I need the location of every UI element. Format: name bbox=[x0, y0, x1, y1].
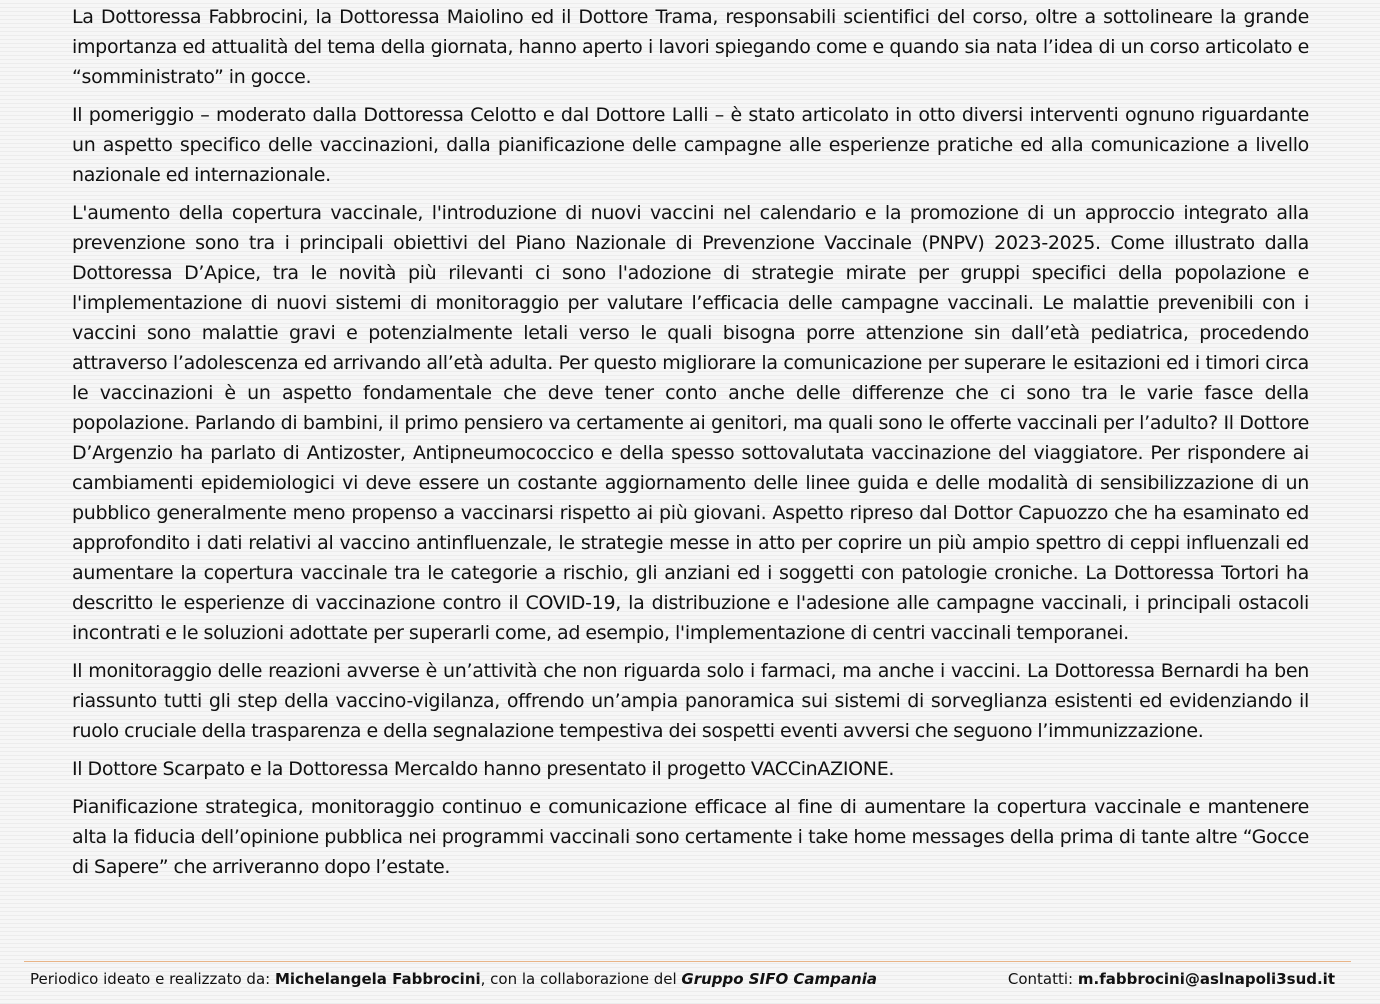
paragraph-afternoon: Il pomeriggio – moderato dalla Dottoressa Celotto e dal Dottore Lalli – è stato articolato in otto diversi interventi ognuno riguardante un aspetto specifico delle vaccinazioni, dalla pianificazione delle campagne alle esperienze pratiche ed alla comunicazione a livello nazionale ed internazionale. bbox=[72, 104, 1309, 186]
contact-email[interactable]: m.fabbrocini@aslnapoli3sud.it bbox=[1077, 970, 1335, 988]
footer-contacts bbox=[1008, 969, 1335, 989]
footer-credits bbox=[30, 969, 877, 989]
credit-prefix: Periodico ideato e realizzato da: bbox=[30, 970, 275, 988]
paragraph-conclusion: Pianificazione strategica, monitoraggio continuo e comunicazione efficace al fine di aumentare la copertura vaccinale e mantenere alta la fiducia dell’opinione pubblica nei programmi vaccinali sono certamente i take home messages della prima di tante altre “Gocce di Sapere” che arriveranno dopo l’estate. bbox=[72, 796, 1309, 878]
credit-group: Gruppo SIFO Campania bbox=[681, 970, 877, 988]
paragraph-vaccinazione: Il Dottore Scarpato e la Dottoressa Mercaldo hanno presentato il progetto VACCinAZIONE. bbox=[72, 758, 895, 780]
paragraph-monitoring: Il monitoraggio delle reazioni avverse è un’attività che non riguarda solo i farmaci, ma anche i vaccini. La Dottoressa Bernardi ha ben riassunto tutti gli step della vaccino-vigilanza, offrendo un’ampia panoramica sui sistemi di sorveglianza esistenti ed evidenziando il ruolo cruciale della trasparenza e della segnalazione tempestiva dei sospetti eventi avversi che seguono l’immunizzazione. bbox=[72, 660, 1309, 742]
article-body bbox=[72, 2, 1309, 890]
paragraph-intro: La Dottoressa Fabbrocini, la Dottoressa Maiolino ed il Dottore Trama, responsabili scientifici del corso, oltre a sottolineare la grande importanza ed attualità del tema della giornata, hanno aperto i lavori spiegando come e quando sia nata l’idea di un corso articolato e “somministrato” in gocce. bbox=[72, 6, 1309, 88]
credit-middle: , con la collaborazione del bbox=[480, 970, 682, 988]
paragraph-pnpv: L'aumento della copertura vaccinale, l'introduzione di nuovi vaccini nel calendario e la promozione di un approccio integrato alla prevenzione sono tra i principali obiettivi del Piano Nazionale di Prevenzione Vaccinale (PNPV) 2023-2025. Come illustrato dalla Dottoressa D’Apice, tra le novità più rilevanti ci sono l'adozione di strategie mirate per gruppi specifici della popolazione e l'implementazione di nuovi sistemi di monitoraggio per valutare l’efficacia delle campagne vaccinali. Le malattie prevenibili con i vaccini sono malattie gravi e potenzialmente letali verso le quali bisogna porre attenzione sin dall’età pediatrica, procedendo attraverso l’adolescenza ed arrivando all’età adulta. Per questo migliorare la comunicazione per superare le esitazioni ed i timori circa le vaccinazioni è un aspetto fondamentale che deve tener conto anche delle differenze che ci sono tra le varie fasce della popolazione. Parlando di bambini, il primo pensiero va certamente ai genitori, ma quali sono le offerte vaccinali per l’adulto? Il Dottore D’Argenzio ha parlato di Antizoster, Antipneumococcico e della spesso sottovalutata vaccinazione del viaggiatore. Per rispondere ai cambiamenti epidemiologici vi deve essere un costante aggiornamento delle linee guida e delle modalità di sensibilizzazione di un pubblico generalmente meno propenso a vaccinarsi rispetto ai più giovani. Aspetto ripreso dal Dottor Capuozzo che ha esaminato ed approfondito i dati relativi al vaccino antinfluenzale, le strategie messe in atto per coprire un più ampio spettro di ceppi influenzali ed aumentare la copertura vaccinale tra le categorie a rischio, gli anziani ed i soggetti con patologie croniche. La Dottoressa Tortori ha descritto le esperienze di vaccinazione contro il COVID-19, la distribuzione e l'adesione alle campagne vaccinali, i principali ostacoli incontrati e le soluzioni adottate per superarli come, ad esempio, l'implementazione di centri vaccinali temporanei. bbox=[72, 202, 1309, 644]
contact-label: Contatti: bbox=[1007, 970, 1078, 988]
credit-author: Michelangela Fabbrocini bbox=[274, 970, 481, 988]
footer-divider bbox=[24, 961, 1351, 962]
